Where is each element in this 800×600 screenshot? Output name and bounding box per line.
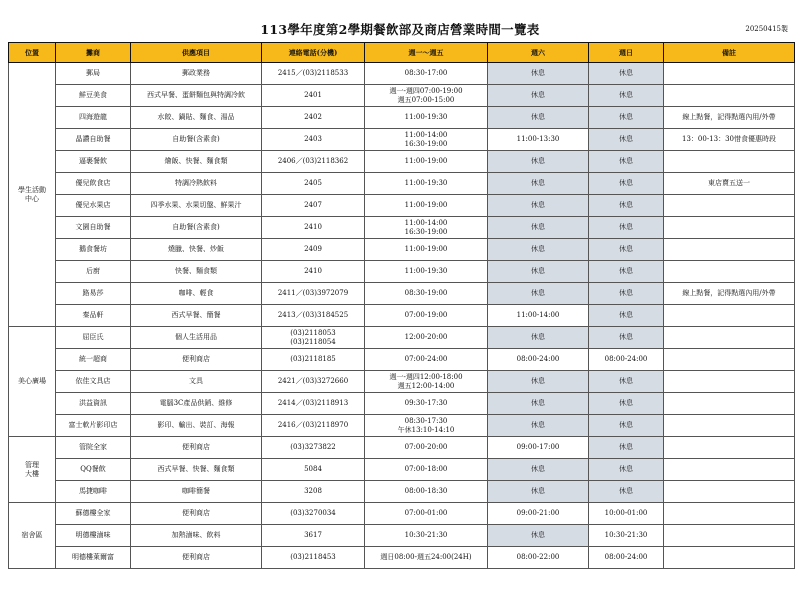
weekday-hours-cell-line: 週一-週四12:00-18:00 [389,372,463,381]
weekday-hours-cell-line: 週一-週四07:00-19:00 [389,86,463,95]
weekday-hours-cell-line: 11:00-19:00 [404,201,448,209]
weekday-hours-cell [365,305,488,327]
sunday-hours-cell: 休息 [589,85,664,107]
saturday-hours-cell: 休息 [488,459,589,481]
weekday-hours-cell-line: 16:30-19:00 [404,227,448,236]
items-cell: 燴飯、快餐、麵食類 [131,151,262,173]
weekday-hours-cell [365,371,488,393]
phone-cell-line: 2406／(03)2118362 [277,157,349,165]
area-cell [9,437,56,503]
phone-cell [262,393,365,415]
weekday-hours-cell-line: 11:00-19:30 [404,113,448,121]
header-notes: 備註 [664,43,795,63]
items-cell: 西式早餐、簡餐 [131,305,262,327]
items-cell: 快餐、麵食類 [131,261,262,283]
table-row [9,107,795,129]
weekday-hours-cell [365,195,488,217]
saturday-hours-cell: 09:00-17:00 [488,437,589,459]
area-cell [9,63,56,327]
items-cell: 西式早餐、快餐、麵食類 [131,459,262,481]
note-cell [664,327,795,349]
items-cell: 電腦3C產品供銷、維修 [131,393,262,415]
phone-cell-line: (03)2118453 [290,553,336,561]
vendor-cell: 四海遊龍 [56,107,131,129]
area-label: 大樓 [25,469,39,478]
weekday-hours-cell-line: 07:00-19:00 [404,311,448,319]
phone-cell [262,371,365,393]
weekday-hours-cell-line: 07:00-20:00 [404,443,448,451]
phone-cell [262,283,365,305]
items-cell: 自助餐(含素食) [131,217,262,239]
weekday-hours-cell-line: 07:00-18:00 [404,465,448,473]
weekday-hours-cell-line: 07:00-01:00 [404,509,448,517]
phone-cell [262,107,365,129]
table-row [9,481,795,503]
phone-cell [262,85,365,107]
sunday-hours-cell: 08:00-24:00 [589,547,664,569]
phone-cell [262,349,365,371]
weekday-hours-cell-line: 11:00-19:00 [404,245,448,253]
note-cell [664,547,795,569]
vendor-cell: 富士軟片影印店 [56,415,131,437]
weekday-hours-cell [365,63,488,85]
sunday-hours-cell: 休息 [589,195,664,217]
phone-cell [262,151,365,173]
saturday-hours-cell: 休息 [488,481,589,503]
table-row [9,63,795,85]
weekday-hours-cell-line: 11:00-19:30 [404,179,448,187]
vendor-cell: 管院全家 [56,437,131,459]
phone-cell-line: 2403 [304,135,322,143]
note-cell: 東店賣五送一 [664,173,795,195]
header-phone: 連絡電話(分機) [262,43,365,63]
table-row [9,393,795,415]
table-row [9,547,795,569]
vendor-cell: 依佳文具店 [56,371,131,393]
items-cell: 西式早餐、蛋餅麵包與特調冷飲 [131,85,262,107]
saturday-hours-cell: 休息 [488,107,589,129]
weekday-hours-cell-line: 午休13:10-14:10 [397,425,455,434]
phone-cell-line: 2401 [304,91,322,99]
phone-cell [262,173,365,195]
weekday-hours-cell [365,503,488,525]
phone-cell-line: 2415／(03)2118533 [277,69,349,77]
table-row [9,85,795,107]
vendor-cell: QQ餐飲 [56,459,131,481]
sunday-hours-cell: 休息 [589,393,664,415]
table-row [9,503,795,525]
weekday-hours-cell-line: 10:30-21:30 [404,531,448,539]
items-cell: 便利商店 [131,503,262,525]
note-cell [664,349,795,371]
phone-cell-line: (03)2118185 [290,355,336,363]
items-cell: 咖啡、輕食 [131,283,262,305]
items-cell: 四季水果、水果切盤、鮮果汁 [131,195,262,217]
page-title: 113學年度第2學期餐飲部及商店營業時間一覽表 [260,22,540,37]
phone-cell [262,239,365,261]
table-row [9,327,795,349]
note-cell: 13：00-13：30惜食優惠時段 [664,129,795,151]
weekday-hours-cell-line: 11:00-19:30 [404,267,448,275]
weekday-hours-cell [365,437,488,459]
weekday-hours-cell-line: 12:00-20:00 [404,333,448,341]
vendor-cell: 秦品軒 [56,305,131,327]
items-cell: 影印、輸出、裝訂、海報 [131,415,262,437]
area-label: 學生活動 [18,185,46,194]
note-cell [664,525,795,547]
phone-cell [262,415,365,437]
sunday-hours-cell: 休息 [589,173,664,195]
weekday-hours-cell-line: 週五12:00-14:00 [397,381,455,390]
vendor-cell: 鮮豆美食 [56,85,131,107]
table-row [9,415,795,437]
weekday-hours-cell [365,85,488,107]
sunday-hours-cell: 休息 [589,151,664,173]
note-cell: 線上點餐，記得點選內用/外帶 [664,283,795,305]
weekday-hours-cell [365,349,488,371]
sunday-hours-cell: 10:00-01:00 [589,503,664,525]
header-weekday: 週一～週五 [365,43,488,63]
saturday-hours-cell: 休息 [488,415,589,437]
weekday-hours-cell [365,239,488,261]
sunday-hours-cell: 休息 [589,305,664,327]
note-cell [664,195,795,217]
weekday-hours-cell-line: 08:30-17:30 [404,416,448,425]
weekday-hours-cell-line: 09:30-17:30 [404,399,448,407]
saturday-hours-cell: 休息 [488,151,589,173]
saturday-hours-cell: 休息 [488,239,589,261]
saturday-hours-cell: 11:00-14:00 [488,305,589,327]
vendor-cell: 明德樓萊爾富 [56,547,131,569]
note-cell [664,481,795,503]
vendor-cell: 蘇德樓全家 [56,503,131,525]
sunday-hours-cell: 休息 [589,371,664,393]
table-row [9,173,795,195]
sunday-hours-cell: 休息 [589,261,664,283]
phone-cell-line: 2410 [304,223,322,231]
note-cell [664,459,795,481]
sunday-hours-cell: 休息 [589,63,664,85]
items-cell: 加熱滷味、飲料 [131,525,262,547]
phone-cell-line: 2421／(03)3272660 [277,377,349,385]
table-row [9,129,795,151]
saturday-hours-cell: 11:00-13:30 [488,129,589,151]
note-cell [664,437,795,459]
sunday-hours-cell: 休息 [589,283,664,305]
phone-cell [262,217,365,239]
weekday-hours-cell [365,107,488,129]
header-location: 位置 [9,43,56,63]
vendor-cell: 后廚 [56,261,131,283]
phone-cell [262,547,365,569]
sunday-hours-cell: 休息 [589,481,664,503]
weekday-hours-cell-line: 08:00-18:30 [404,487,448,495]
phone-cell [262,327,365,349]
schedule-table [8,42,795,569]
sunday-hours-cell: 休息 [589,239,664,261]
vendor-cell: 洪益資訊 [56,393,131,415]
vendor-cell: 屈臣氏 [56,327,131,349]
area-label: 宿舍區 [21,531,43,539]
phone-cell-line: (03)2118053 [290,328,336,337]
weekday-hours-cell [365,525,488,547]
sunday-hours-cell: 10:30-21:30 [589,525,664,547]
vendor-cell: 晶讚自助餐 [56,129,131,151]
items-cell: 燒臘、快餐、炒飯 [131,239,262,261]
saturday-hours-cell: 08:00-24:00 [488,349,589,371]
weekday-hours-cell-line: 11:00-14:00 [404,218,448,227]
weekday-hours-cell-line: 08:30-19:00 [404,289,448,297]
table-row [9,371,795,393]
sunday-hours-cell: 休息 [589,459,664,481]
saturday-hours-cell: 休息 [488,195,589,217]
table-row [9,437,795,459]
saturday-hours-cell: 休息 [488,217,589,239]
header-sunday: 週日 [589,43,664,63]
phone-cell-line: 2411／(03)3972079 [277,289,349,297]
phone-cell-line: (03)2118054 [290,337,336,346]
header-row [9,43,795,63]
weekday-hours-cell [365,393,488,415]
area-label: 美心廣場 [18,377,46,385]
phone-cell-line: 2405 [304,179,322,187]
saturday-hours-cell: 休息 [488,173,589,195]
saturday-hours-cell: 09:00-21:00 [488,503,589,525]
weekday-hours-cell [365,151,488,173]
table-row [9,217,795,239]
weekday-hours-cell [365,217,488,239]
phone-cell [262,261,365,283]
sunday-hours-cell: 休息 [589,129,664,151]
note-cell [664,503,795,525]
phone-cell-line: 2409 [304,245,322,253]
schedule-body [9,63,795,569]
note-cell [664,261,795,283]
phone-cell [262,305,365,327]
note-cell [664,371,795,393]
table-row [9,525,795,547]
sunday-hours-cell: 休息 [589,217,664,239]
header-items: 供應項目 [131,43,262,63]
note-cell [664,393,795,415]
items-cell: 便利商店 [131,349,262,371]
weekday-hours-cell [365,283,488,305]
sunday-hours-cell: 休息 [589,107,664,129]
vendor-cell: 優兒水果店 [56,195,131,217]
phone-cell [262,63,365,85]
vendor-cell: 文園自助餐 [56,217,131,239]
weekday-hours-cell-line: 07:00-24:00 [404,355,448,363]
saturday-hours-cell: 休息 [488,327,589,349]
phone-cell [262,195,365,217]
note-cell [664,415,795,437]
saturday-hours-cell: 休息 [488,85,589,107]
table-row [9,349,795,371]
saturday-hours-cell: 休息 [488,393,589,415]
vendor-cell: 馬捷咖啡 [56,481,131,503]
sunday-hours-cell: 休息 [589,437,664,459]
weekday-hours-cell [365,547,488,569]
weekday-hours-cell [365,459,488,481]
sunday-hours-cell: 08:00-24:00 [589,349,664,371]
weekday-hours-cell [365,261,488,283]
area-label: 中心 [25,194,39,203]
vendor-cell: 路易莎 [56,283,131,305]
weekday-hours-cell [365,481,488,503]
phone-cell [262,503,365,525]
table-row [9,261,795,283]
sunday-hours-cell: 休息 [589,415,664,437]
phone-cell-line: 2407 [304,201,322,209]
header-saturday: 週六 [488,43,589,63]
weekday-hours-cell [365,327,488,349]
items-cell: 咖啡簡餐 [131,481,262,503]
items-cell: 文具 [131,371,262,393]
vendor-cell: 優兒飲食店 [56,173,131,195]
weekday-hours-cell-line: 週五07:00-15:00 [397,95,455,104]
note-cell [664,85,795,107]
saturday-hours-cell: 休息 [488,371,589,393]
phone-cell [262,129,365,151]
weekday-hours-cell [365,129,488,151]
sunday-hours-cell: 休息 [589,327,664,349]
note-cell [664,63,795,85]
phone-cell-line: 2416／(03)2118970 [277,421,349,429]
phone-cell-line: (03)3273822 [290,443,336,451]
items-cell: 便利商店 [131,437,262,459]
items-cell: 自助餐(含素食) [131,129,262,151]
vendor-cell: 逼裹餐飲 [56,151,131,173]
note-cell [664,305,795,327]
phone-cell [262,525,365,547]
items-cell: 郵政業務 [131,63,262,85]
phone-cell-line: 2402 [304,113,322,121]
phone-cell-line: 3208 [304,487,322,495]
items-cell: 個人生活用品 [131,327,262,349]
items-cell: 水餃、鍋貼、麵食、湯品 [131,107,262,129]
area-cell [9,327,56,437]
note-cell [664,217,795,239]
table-row [9,195,795,217]
date-stamp: 20250415製 [745,25,788,33]
phone-cell-line: (03)3270034 [290,509,336,517]
note-cell [664,151,795,173]
phone-cell-line: 3617 [304,531,322,539]
saturday-hours-cell: 休息 [488,525,589,547]
items-cell: 便利商店 [131,547,262,569]
note-cell [664,239,795,261]
table-row [9,151,795,173]
saturday-hours-cell: 休息 [488,261,589,283]
weekday-hours-cell-line: 週日08:00-週五24:00(24H) [380,553,472,561]
saturday-hours-cell: 休息 [488,63,589,85]
vendor-cell: 統一超商 [56,349,131,371]
table-row [9,305,795,327]
area-cell [9,503,56,569]
vendor-cell: 明德樓滷味 [56,525,131,547]
weekday-hours-cell-line: 16:30-19:00 [404,139,448,148]
phone-cell [262,481,365,503]
phone-cell-line: 5084 [304,465,322,473]
phone-cell-line: 2413／(03)3184525 [277,311,349,319]
weekday-hours-cell [365,415,488,437]
table-row [9,459,795,481]
table-row [9,239,795,261]
phone-cell [262,459,365,481]
area-label: 管理 [25,460,39,469]
vendor-cell: 鵝食餐坊 [56,239,131,261]
phone-cell-line: 2414／(03)2118913 [277,399,349,407]
table-row [9,283,795,305]
saturday-hours-cell: 休息 [488,283,589,305]
items-cell: 特調冷熱飲料 [131,173,262,195]
note-cell: 線上點餐，記得點選內用/外帶 [664,107,795,129]
weekday-hours-cell-line: 11:00-14:00 [404,130,448,139]
header-vendor: 攤商 [56,43,131,63]
saturday-hours-cell: 08:00-22:00 [488,547,589,569]
phone-cell [262,437,365,459]
weekday-hours-cell-line: 08:30-17:00 [404,69,448,77]
weekday-hours-cell [365,173,488,195]
vendor-cell: 郵局 [56,63,131,85]
phone-cell-line: 2410 [304,267,322,275]
weekday-hours-cell-line: 11:00-19:00 [404,157,448,165]
